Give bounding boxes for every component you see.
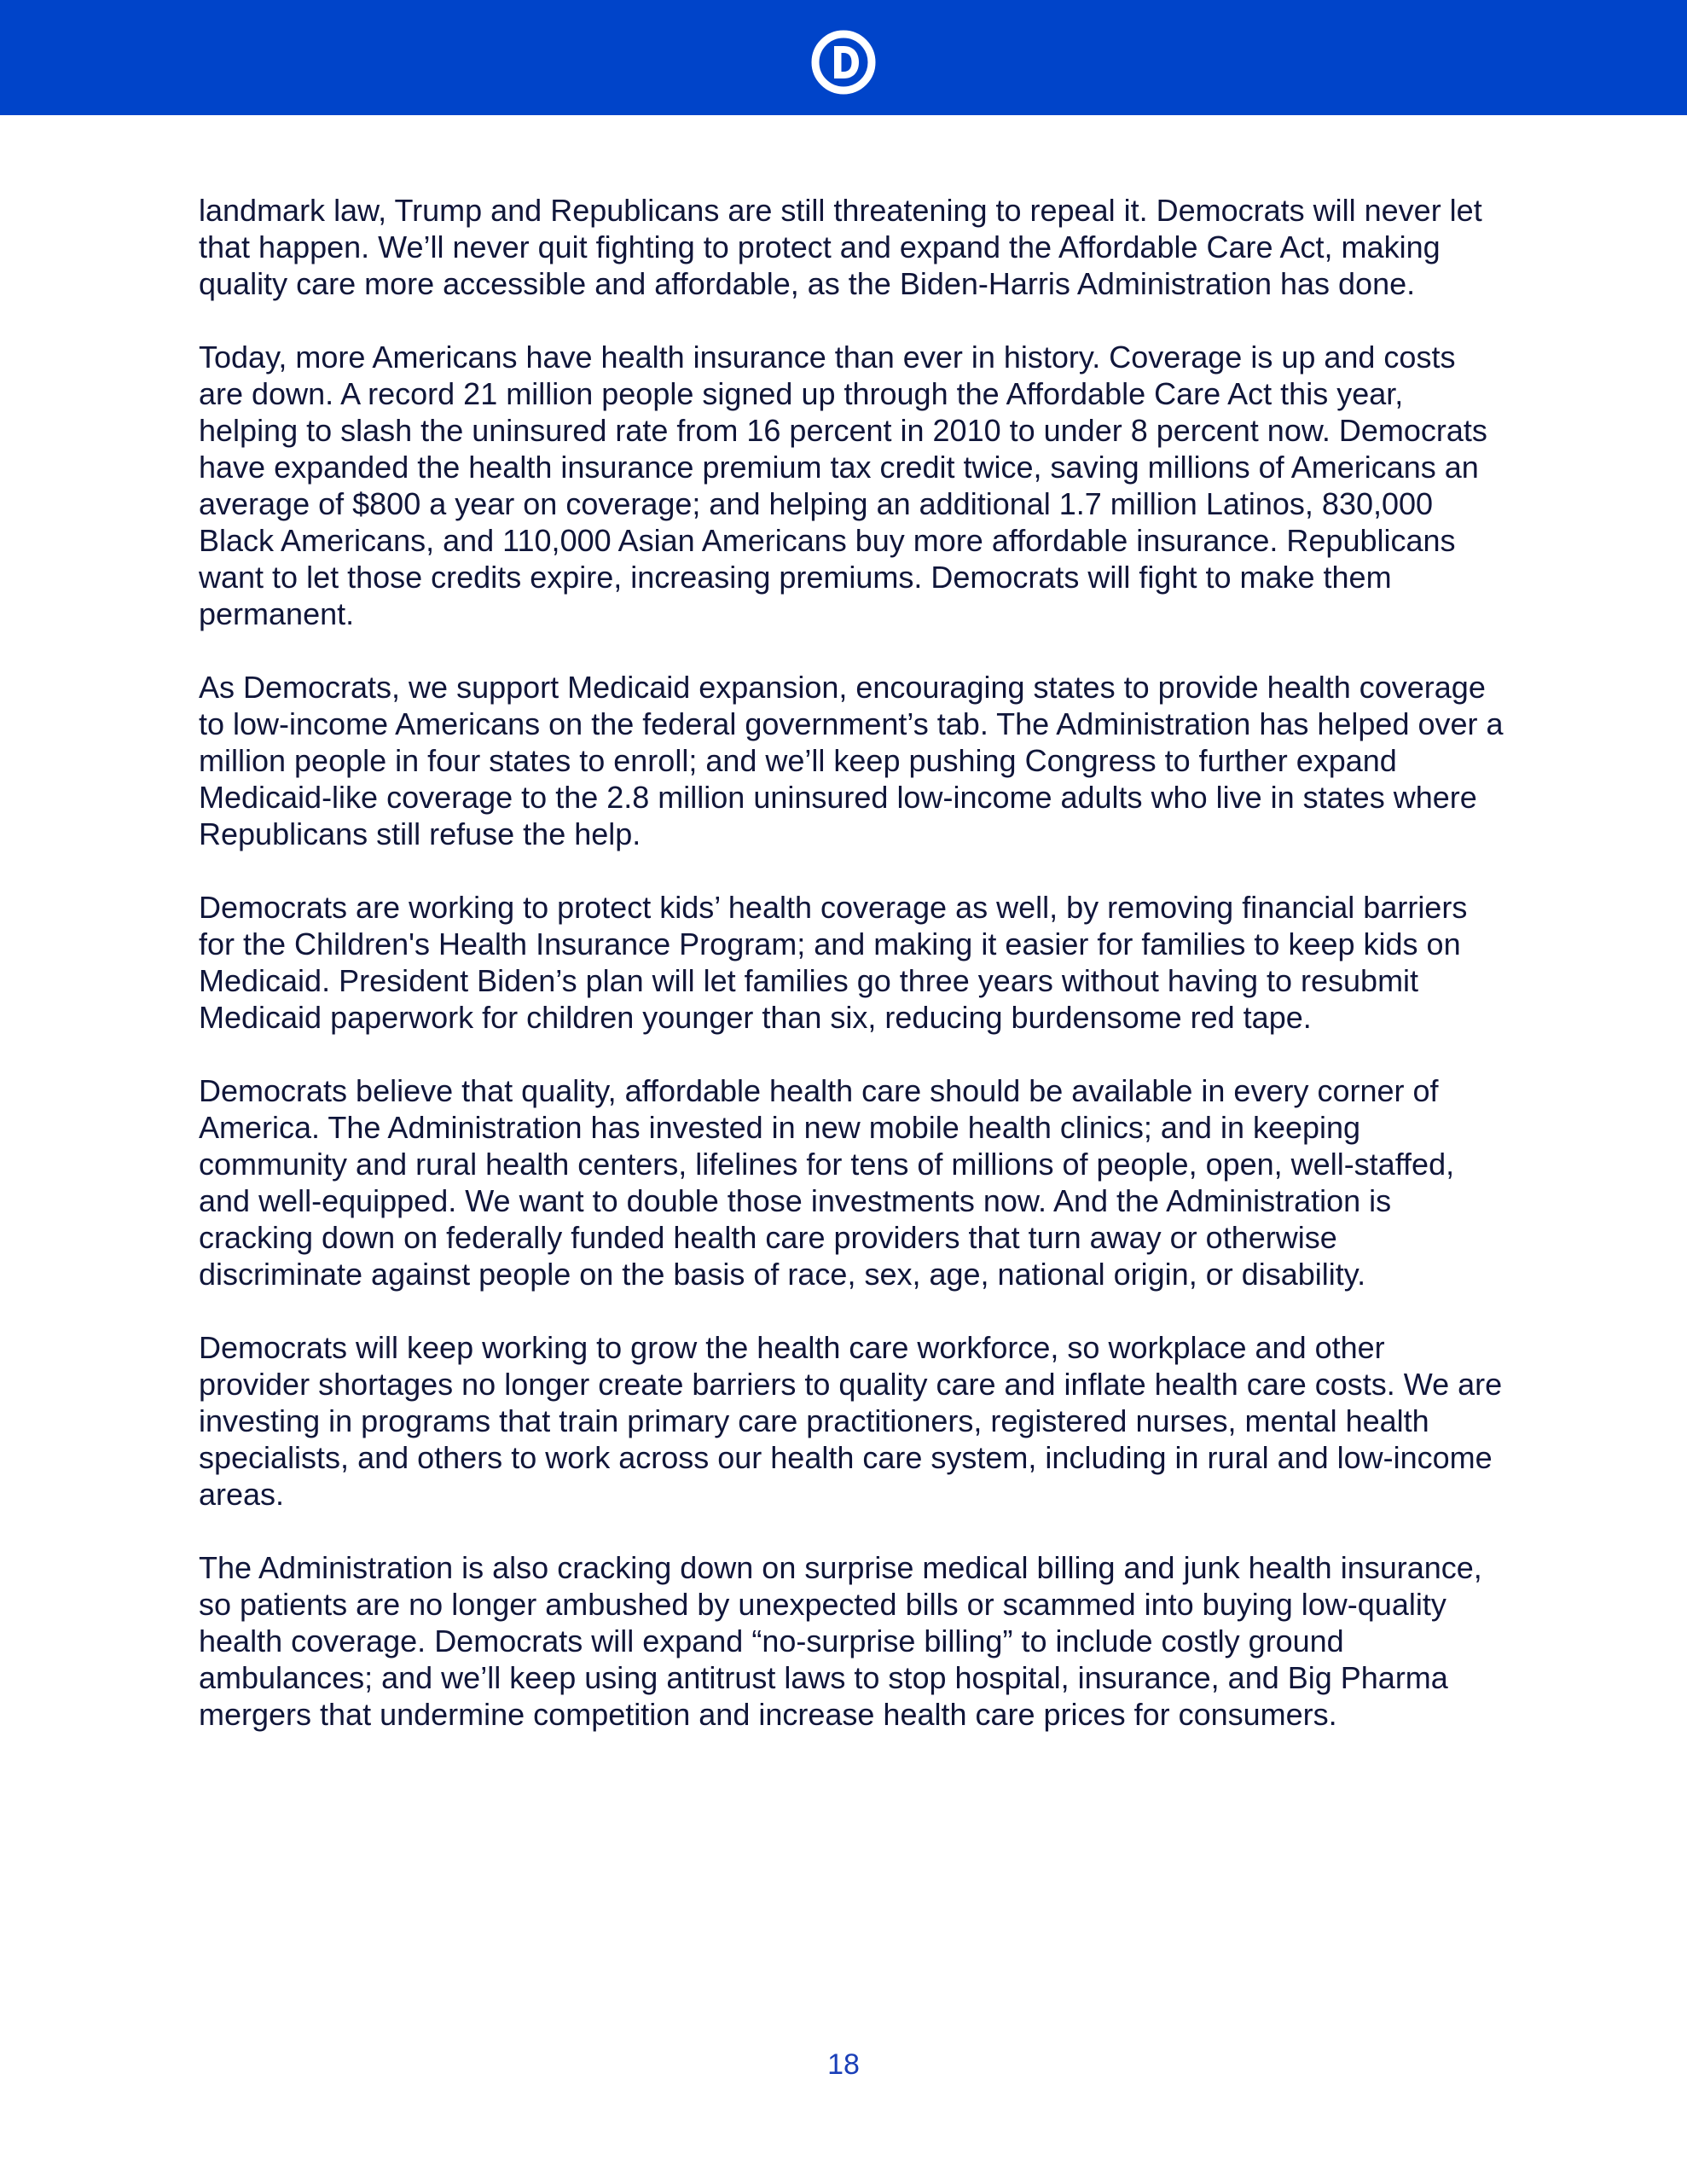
body-paragraph-2: Today, more Americans have health insurance than ever in history. Coverage is up and costs are down. A record 21 million people signed up through the Affordable Care Act this year, helping to slash the uninsured rate from 16 percent in 2010 to under 8 percent now. Democrats have expanded the health insurance premium tax credit twice, saving millions of Americans an average of $800 a year on coverage; and helping an additional 1.7 million Latinos, 830,000 Black Americans, and 110,000 Asian Americans buy more affordable insurance. Republicans want to let those credits expire, increasing premiums. Democrats will fight to make them permanent.	[199, 340, 1487, 631]
body-paragraph-5: Democrats believe that quality, affordable health care should be available in every corner of America. The Administration has invested in new mobile health clinics; and in keeping community and rural health centers, lifelines for tens of millions of people, open, well-staffed, and well-equipped. We want to double those investments now. And the Administration is cracking down on federally funded health care providers that turn away or otherwise discriminate against people on the basis of race, sex, age, national origin, or disability.	[199, 1073, 1455, 1292]
body-paragraph-4: Democrats are working to protect kids’ health coverage as well, by removing financial barriers for the Children's Health Insurance Program; and making it easier for families to keep kids on Medicaid. President Biden’s plan will let families go three years without having to resubmit Medicaid paperwork for children younger than six, reducing burdensome red tape.	[199, 890, 1468, 1035]
page-number: 18	[827, 2048, 860, 2081]
header-bar	[0, 0, 1687, 115]
body-paragraph-7: The Administration is also cracking down on surprise medical billing and junk health insurance, so patients are no longer ambushed by unexpected bills or scammed into buying low-quality health coverage. Democrats will expand “no-surprise billing” to include costly ground ambulances; and we’ll keep using antitrust laws to stop hospital, insurance, and Big Pharma mergers that undermine competition and increase health care prices for consumers.	[199, 1550, 1482, 1732]
body-paragraph-3: As Democrats, we support Medicaid expansion, encouraging states to provide health coverage to low-income Americans on the federal government’s tab. The Administration has helped over a million people in four states to enroll; and we’ll keep pushing Congress to further expand Medicaid-like coverage to the 2.8 million uninsured low-income adults who live in states where Republicans still refuse the help.	[199, 670, 1504, 851]
democratic-party-logo-icon	[809, 28, 878, 96]
page-body	[199, 192, 1504, 1769]
body-paragraph-1: landmark law, Trump and Republicans are still threatening to repeal it. Democrats will never let that happen. We’ll never quit fighting to protect and expand the Affordable Care Act, making quality care more accessible and affordable, as the Biden-Harris Administration has done.	[199, 193, 1482, 301]
body-paragraph-6: Democrats will keep working to grow the health care workforce, so workplace and other provider shortages no longer create barriers to quality care and inflate health care costs. We are investing in programs that train primary care practitioners, registered nurses, mental health specialists, and others to work across our health care system, including in rural and low-income areas.	[199, 1330, 1503, 1512]
